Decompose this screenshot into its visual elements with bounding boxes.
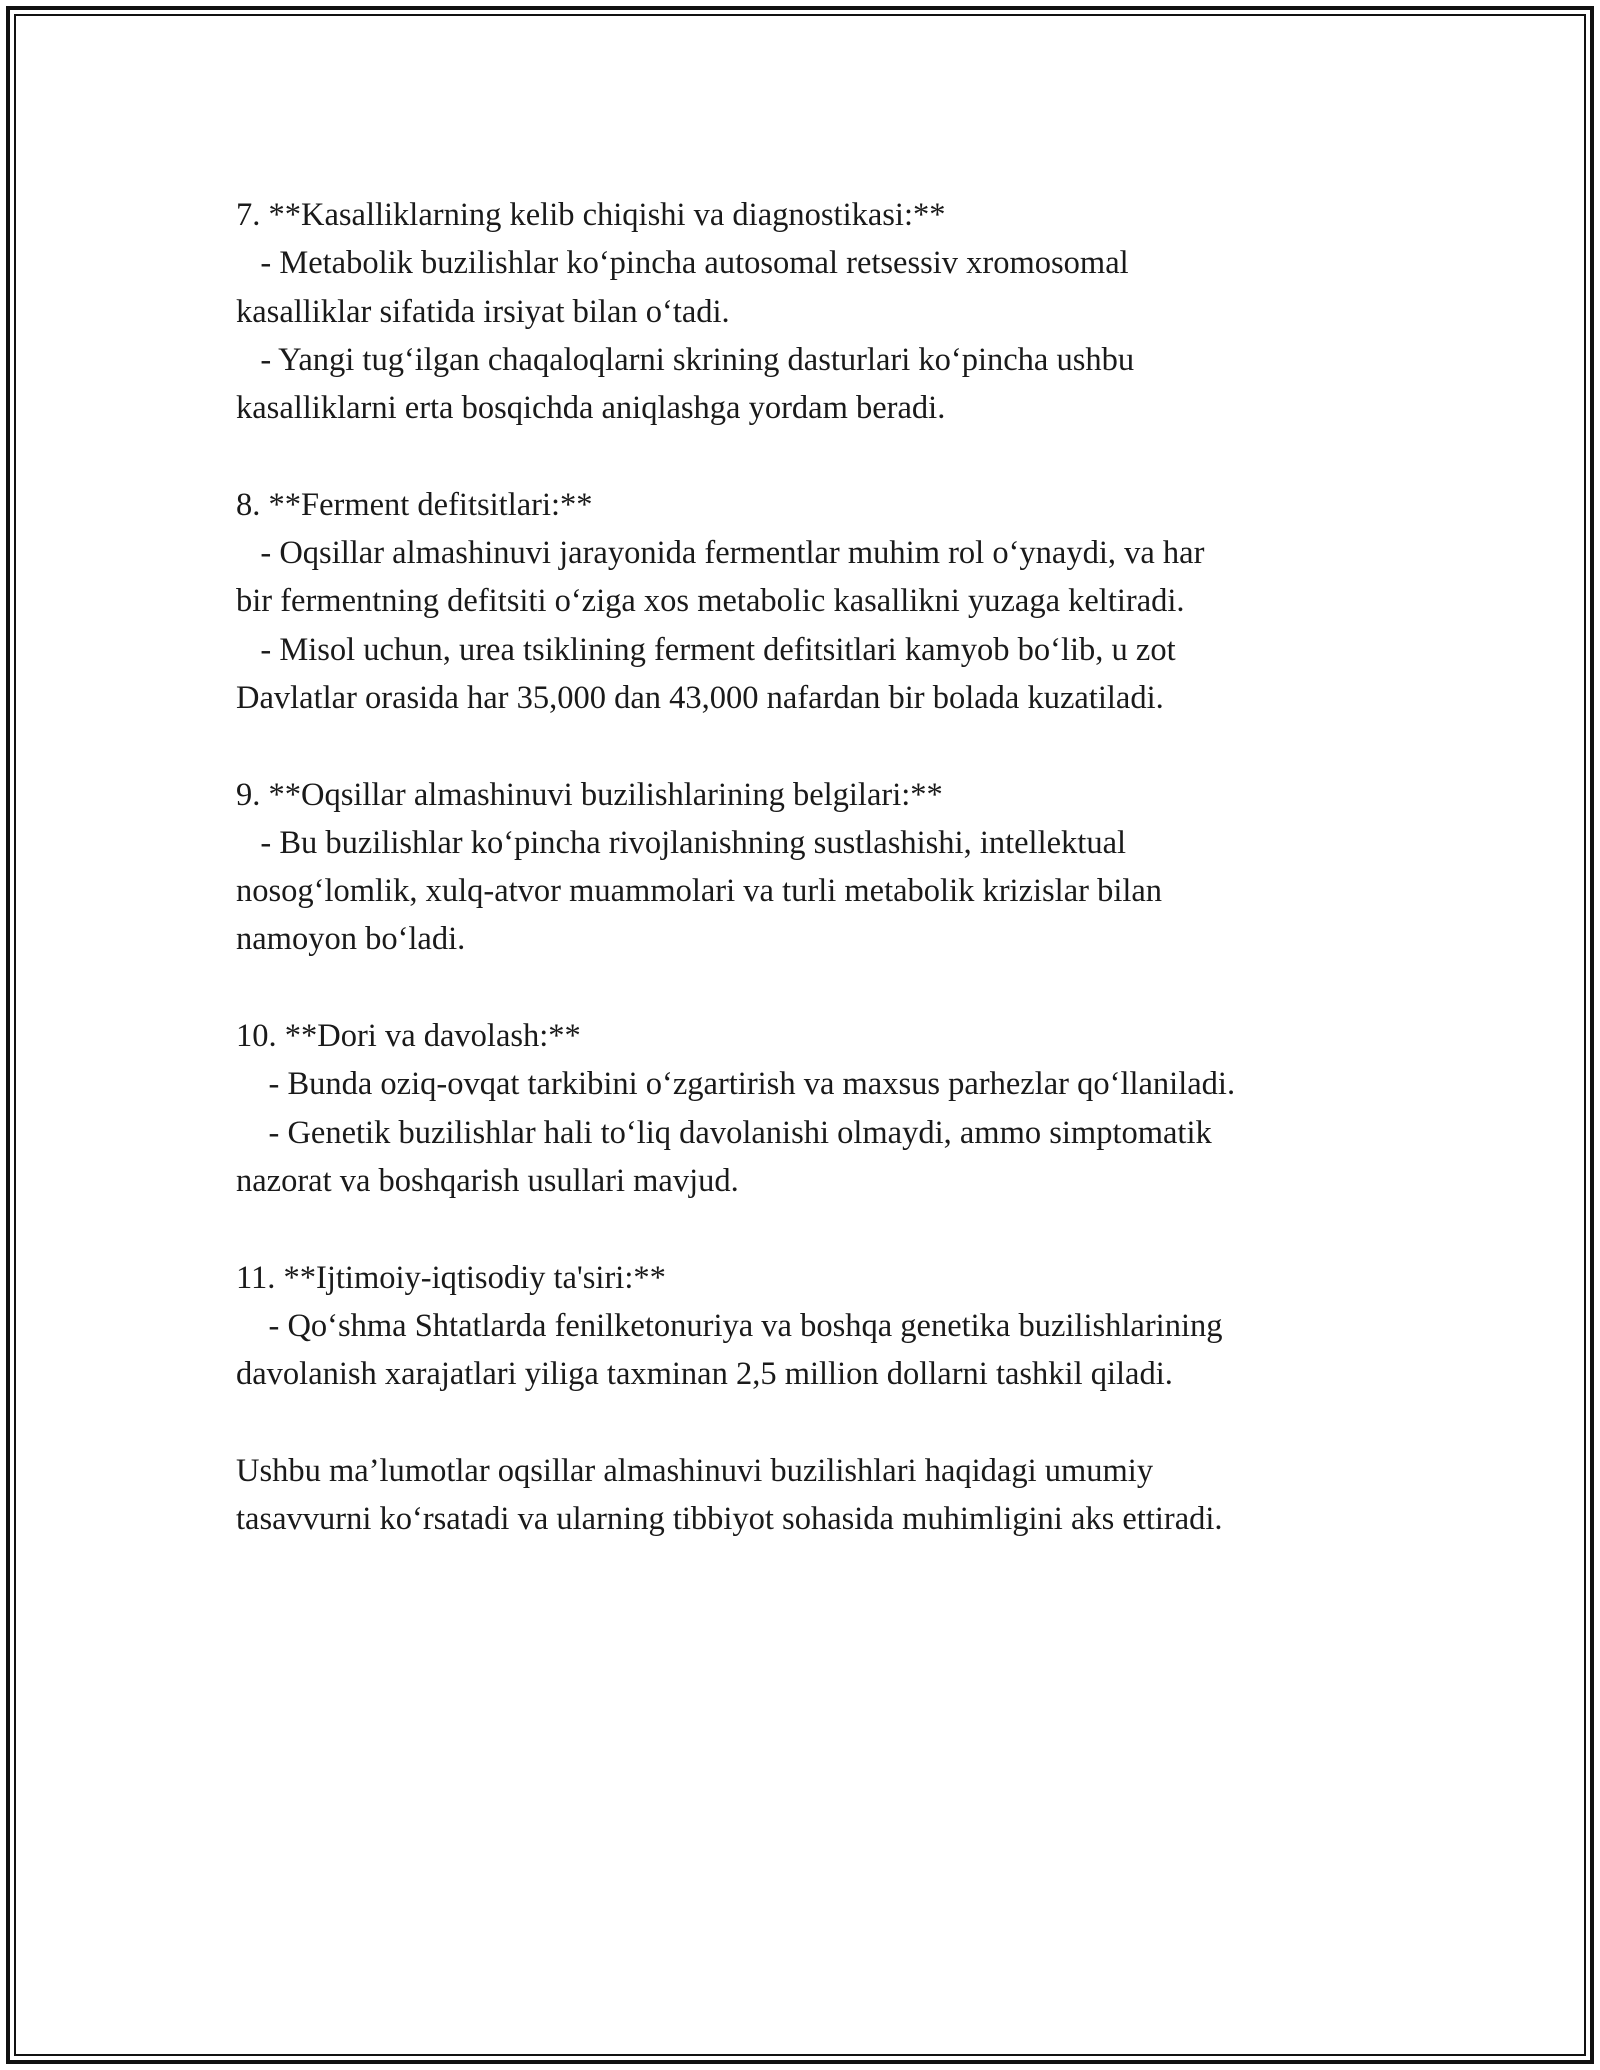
section-7 bbox=[236, 191, 1386, 432]
section-10 bbox=[236, 1012, 1386, 1205]
section-line: davolanish xarajatlari yiliga taxminan 2,5 million dollarni tashkil qiladi. bbox=[236, 1356, 1173, 1393]
section-9 bbox=[236, 771, 1386, 964]
section-line: nosog‘lomlik, xulq-atvor muammolari va turli metabolik krizislar bilan bbox=[236, 873, 1163, 910]
section-line: - Metabolik buzilishlar ko‘pincha autosomal retsessiv xromosomal bbox=[236, 245, 1129, 282]
document-body bbox=[236, 191, 1386, 1592]
conclusion-line: Ushbu ma’lumotlar oqsillar almashinuvi buzilishlari haqidagi umumiy bbox=[236, 1452, 1154, 1489]
section-line: - Genetik buzilishlar hali to‘liq davolanishi olmaydi, ammo simptomatik bbox=[236, 1114, 1212, 1151]
section-11 bbox=[236, 1254, 1386, 1399]
section-line: bir fermentning defitsiti o‘ziga xos metabolic kasallikni yuzaga keltiradi. bbox=[236, 583, 1185, 620]
section-line: - Yangi tug‘ilgan chaqaloqlarni skrining dasturlari ko‘pincha ushbu bbox=[236, 341, 1135, 378]
section-line: - Bu buzilishlar ko‘pincha rivojlanishning sustlashishi, intellektual bbox=[236, 824, 1127, 861]
section-heading: 11. **Ijtimoiy-iqtisodiy ta'siri:** bbox=[236, 1259, 666, 1296]
section-line: Davlatlar orasida har 35,000 dan 43,000 nafardan bir bolada kuzatiladi. bbox=[236, 679, 1164, 716]
conclusion-line: tasavvurni ko‘rsatadi va ularning tibbiyot sohasida muhimligini aks ettiradi. bbox=[236, 1501, 1223, 1538]
conclusion-paragraph bbox=[236, 1447, 1386, 1544]
section-8 bbox=[236, 481, 1386, 722]
section-line: - Qo‘shma Shtatlarda fenilketonuriya va boshqa genetika buzilishlarining bbox=[236, 1307, 1223, 1344]
section-line: namoyon bo‘ladi. bbox=[236, 921, 466, 958]
section-heading: 9. **Oqsillar almashinuvi buzilishlarining belgilari:** bbox=[236, 776, 943, 813]
section-heading: 8. **Ferment defitsitlari:** bbox=[236, 486, 593, 523]
section-heading: 7. **Kasalliklarning kelib chiqishi va diagnostikasi:** bbox=[236, 197, 946, 233]
section-line: - Misol uchun, urea tsiklining ferment defitsitlari kamyob bo‘lib, u zot bbox=[236, 631, 1176, 668]
section-line: - Oqsillar almashinuvi jarayonida fermentlar muhim rol o‘ynaydi, va har bbox=[236, 535, 1205, 572]
section-line: nazorat va boshqarish usullari mavjud. bbox=[236, 1162, 739, 1199]
section-line: kasalliklarni erta bosqichda aniqlashga yordam beradi. bbox=[236, 390, 946, 427]
section-line: - Bunda oziq-ovqat tarkibini o‘zgartirish va maxsus parhezlar qo‘llaniladi. bbox=[236, 1066, 1236, 1103]
section-line: kasalliklar sifatida irsiyat bilan o‘tadi. bbox=[236, 293, 730, 330]
section-heading: 10. **Dori va davolash:** bbox=[236, 1018, 581, 1055]
